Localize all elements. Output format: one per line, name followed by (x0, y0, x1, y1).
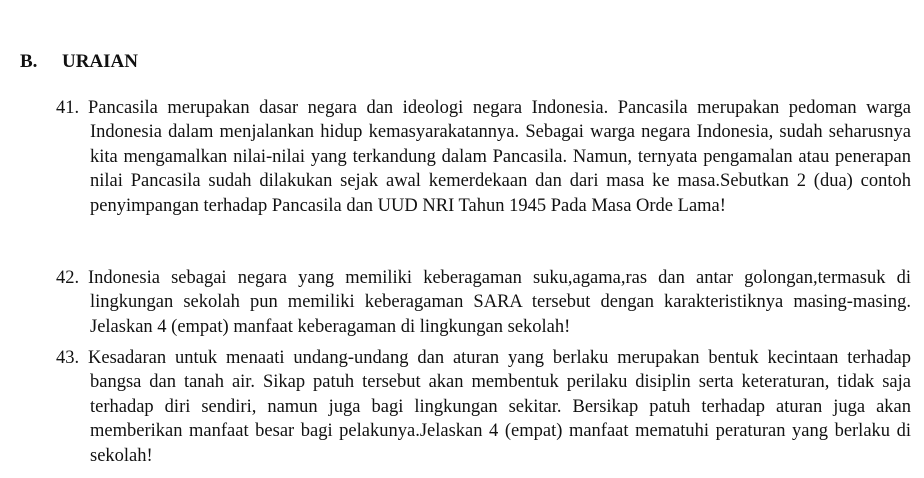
question-number: 43. (56, 348, 80, 368)
question-text: Pancasila merupakan dasar negara dan ideologi negara Indonesia. Pancasila merupakan pedoman warga Indonesia dalam menjalankan hidup kemasyarakatannya. Sebagai warga negara Indonesia, sudah seharusnya kita mengamalkan nilai-nilai yang terkandung dalam Pancasila. Namun, ternyata pengamalan atau penerapan nilai Pancasila sudah dilakukan sejak awal kemerdekaan dan dari masa ke masa.Sebutkan 2 (dua) contoh penyimpangan terhadap Pancasila dan UUD NRI Tahun 1945 Pada Masa Orde Lama! (88, 98, 911, 216)
question-number: 41. (56, 98, 80, 118)
question-number: 42. (56, 268, 80, 288)
section-title: URAIAN (62, 51, 138, 72)
question-text: Kesadaran untuk menaati undang-undang dan aturan yang berlaku merupakan bentuk kecintaan terhadap bangsa dan tanah air. Sikap patuh tersebut akan membentuk perilaku disiplin serta keteraturan, tidak saja terhadap diri sendiri, namun juga bagi lingkungan sekitar. Bersikap patuh terhadap aturan juga akan memberikan manfaat besar bagi pelakunya.Jelaskan 4 (empat) manfaat mematuhi peraturan yang berlaku di sekolah! (88, 348, 911, 466)
question-text: Indonesia sebagai negara yang memiliki keberagaman suku,agama,ras dan antar golongan,termasuk di lingkungan sekolah pun memiliki keberagaman SARA tersebut dengan karakteristiknya masing-masing. Jelaskan 4 (empat) manfaat keberagaman di lingkungan sekolah! (88, 268, 911, 337)
question-41 (56, 96, 911, 218)
section-letter: B. (20, 51, 38, 72)
section-heading (20, 50, 138, 74)
question-42 (56, 266, 911, 339)
question-43 (56, 346, 911, 468)
